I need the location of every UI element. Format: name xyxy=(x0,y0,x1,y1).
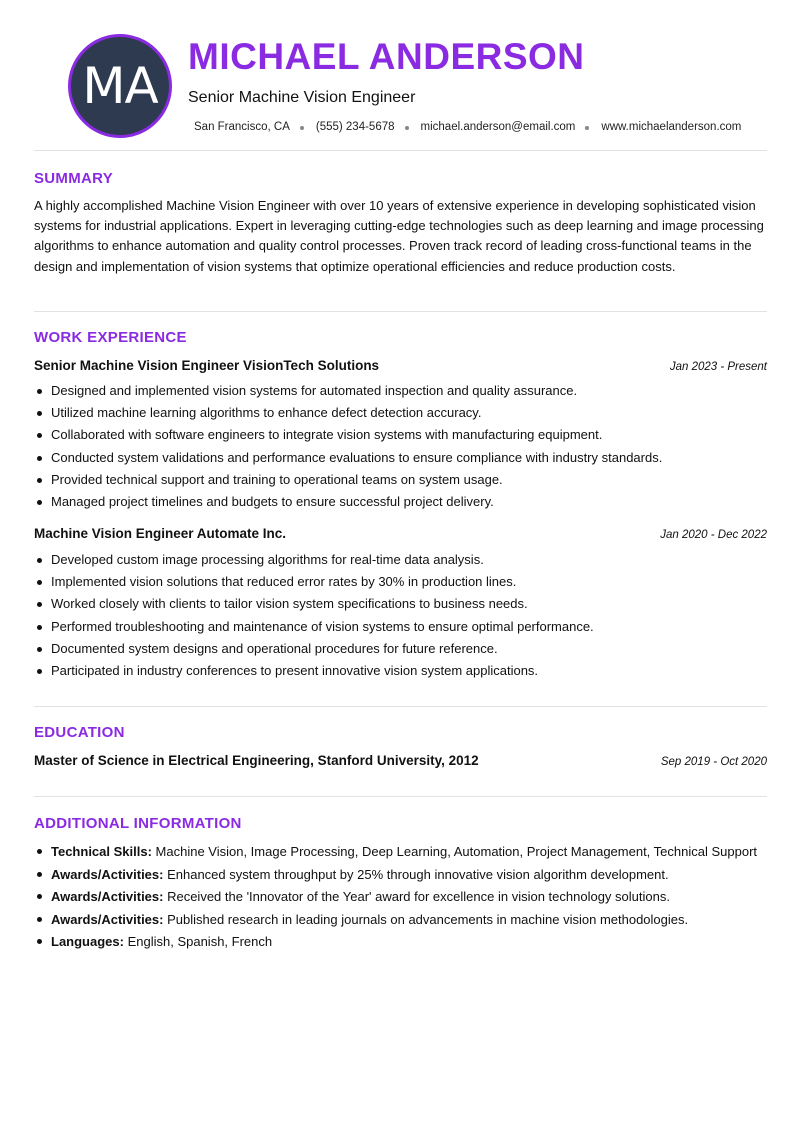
experience-heading: WORK EXPERIENCE xyxy=(34,329,187,346)
list-item xyxy=(34,887,767,906)
info-text: Published research in leading journals on advancements in machine vision methodologies. xyxy=(163,911,689,927)
bullet-separator-icon xyxy=(585,126,589,130)
list-item: Worked closely with clients to tailor vision system specifications to business needs. xyxy=(34,594,767,616)
candidate-title: Senior Machine Vision Engineer xyxy=(188,89,416,106)
contact-bar xyxy=(194,121,741,133)
list-item: Conducted system validations and performance evaluations to ensure compliance with industry standards. xyxy=(34,448,767,470)
list-item xyxy=(34,910,767,929)
section-divider xyxy=(34,796,767,797)
avatar-initials: MA xyxy=(82,57,158,115)
bullet-separator-icon xyxy=(300,126,304,130)
section-divider xyxy=(34,706,767,707)
list-item: Collaborated with software engineers to integrate vision systems with manufacturing equipment. xyxy=(34,425,767,447)
resume-header xyxy=(34,0,767,150)
list-item: Documented system designs and operational procedures for future reference. xyxy=(34,639,767,661)
info-label: Awards/Activities: xyxy=(51,866,164,882)
list-item: Participated in industry conferences to present innovative vision system applications. xyxy=(34,661,767,683)
list-item: Implemented vision solutions that reduced error rates by 30% in production lines. xyxy=(34,572,767,594)
info-text: English, Spanish, French xyxy=(123,934,273,949)
additional-heading: ADDITIONAL INFORMATION xyxy=(34,815,242,832)
list-item xyxy=(34,932,767,951)
education-degree: Master of Science in Electrical Engineering, Stanford University, 2012 xyxy=(34,753,479,768)
info-text: Enhanced system throughput by 25% through innovative vision algorithm development. xyxy=(163,866,669,882)
job-role: Machine Vision Engineer Automate Inc. xyxy=(34,526,287,541)
candidate-name: MICHAEL ANDERSON xyxy=(188,36,585,77)
info-label: Awards/Activities: xyxy=(51,889,164,904)
contact-email[interactable]: michael.anderson@email.com xyxy=(420,121,576,133)
info-text: Received the 'Innovator of the Year' award for excellence in vision technology solutions. xyxy=(163,889,670,904)
job-date: Jan 2020 - Dec 2022 xyxy=(660,529,767,541)
summary-text: A highly accomplished Machine Vision Engineer with over 10 years of extensive experience in developing sophisticated vision systems for industrial applications. Expert in leveraging cutting-edge technologies such as deep learning and image processing algorithms to enhance automation and quality control processes. Proven track record of leading cross-functional teams in the design and implementation of vision systems that optimize operational efficiencies and reduce production costs. xyxy=(34,198,764,274)
list-item: Developed custom image processing algorithms for real-time data analysis. xyxy=(34,550,767,572)
list-item xyxy=(34,865,767,884)
list-item: Managed project timelines and budgets to ensure successful project delivery. xyxy=(34,492,767,514)
education-entry xyxy=(34,753,767,768)
list-item: Provided technical support and training to operational teams on system usage. xyxy=(34,470,767,492)
job-header xyxy=(34,526,767,541)
job-bullet-list xyxy=(34,381,767,514)
job-role: Senior Machine Vision Engineer VisionTech Solutions xyxy=(34,358,380,373)
info-label: Technical Skills: xyxy=(51,844,152,859)
education-date: Sep 2019 - Oct 2020 xyxy=(660,756,767,768)
section-divider xyxy=(34,311,767,312)
contact-website[interactable]: www.michaelanderson.com xyxy=(601,121,742,133)
section-divider xyxy=(34,150,767,151)
education-heading: EDUCATION xyxy=(34,724,125,741)
info-label: Languages: xyxy=(51,934,124,949)
avatar xyxy=(68,34,172,138)
list-item: Utilized machine learning algorithms to enhance defect detection accuracy. xyxy=(34,403,767,425)
job-date: Jan 2023 - Present xyxy=(669,361,767,373)
job-bullet-list xyxy=(34,550,767,683)
info-label: Awards/Activities: xyxy=(51,911,164,927)
list-item: Designed and implemented vision systems for automated inspection and quality assurance. xyxy=(34,381,767,403)
bullet-separator-icon xyxy=(405,126,409,130)
additional-info-list xyxy=(34,842,767,955)
contact-phone[interactable]: (555) 234-5678 xyxy=(315,121,395,133)
job-header xyxy=(34,358,767,373)
list-item xyxy=(34,842,767,861)
summary-heading: SUMMARY xyxy=(34,170,114,187)
list-item: Performed troubleshooting and maintenance of vision systems to ensure optimal performance. xyxy=(34,617,767,639)
info-text: Machine Vision, Image Processing, Deep Learning, Automation, Project Management, Technical Support xyxy=(151,844,758,859)
contact-location: San Francisco, CA xyxy=(194,121,290,133)
